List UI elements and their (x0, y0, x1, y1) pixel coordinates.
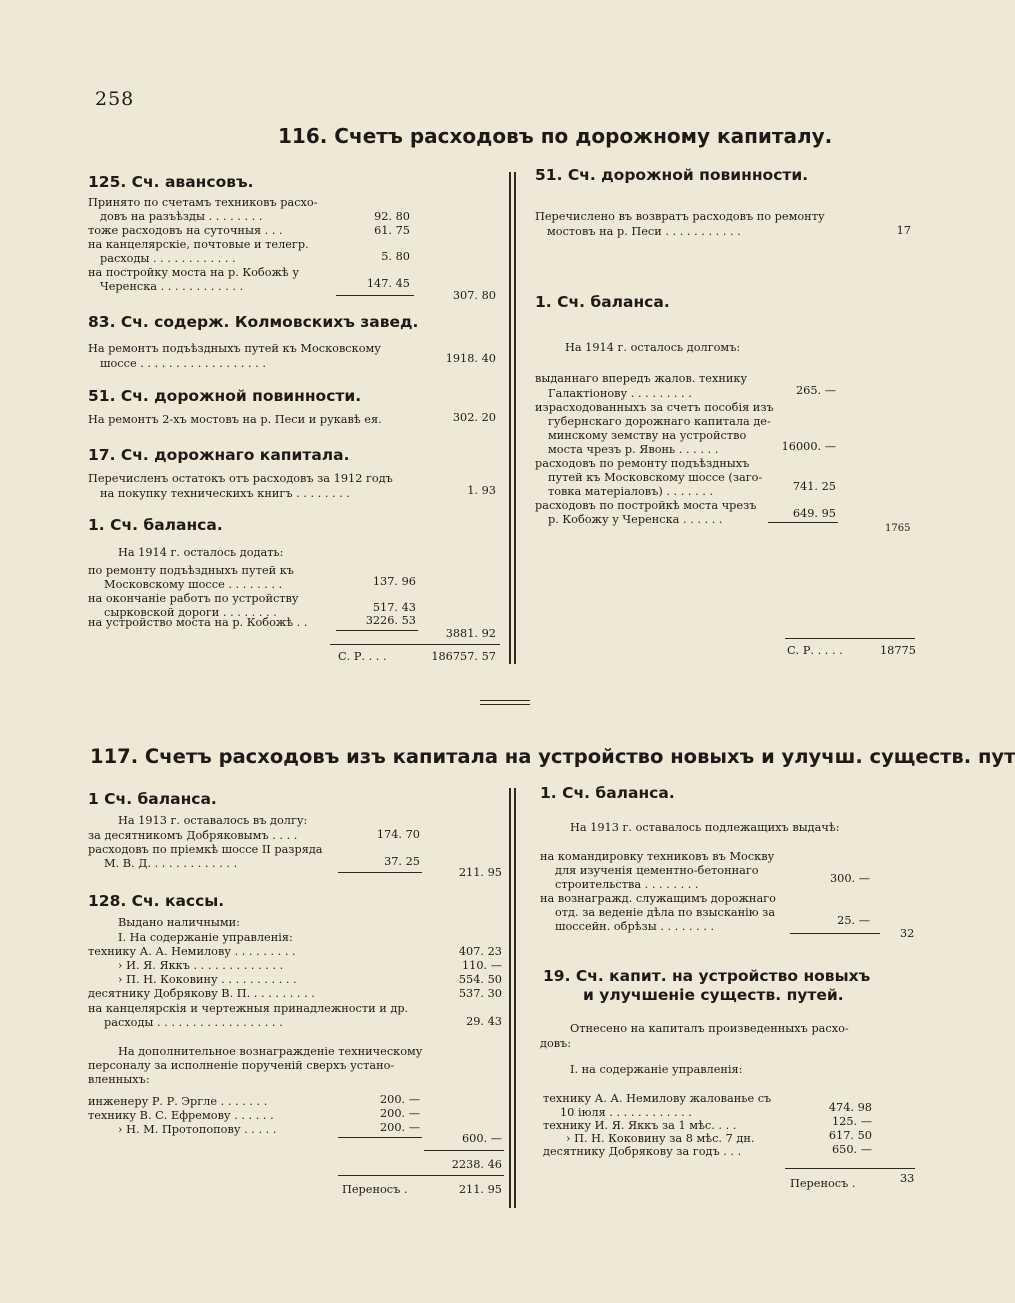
amount: 474. 98 (828, 1101, 872, 1114)
amount: 617. 50 (828, 1129, 872, 1142)
text-line: довъ: (540, 1037, 572, 1050)
text-line: расходовъ по ремонту подъѣздныхъ (535, 457, 750, 470)
text-line: На ремонтъ 2-хъ мостовъ на р. Песи и рукавѣ ея. (88, 413, 382, 426)
column-divider (514, 172, 516, 664)
amount: 741. 25 (792, 480, 836, 493)
amount: 125. — (831, 1115, 872, 1128)
carry-label: Переносъ . (790, 1177, 856, 1190)
text-line: расходы . . . . . . . . . . . . (100, 252, 236, 265)
amount: 5. 80 (381, 250, 410, 263)
text-line: I. на содержаніе управленія: (570, 1063, 743, 1076)
subtotal: 600. — (461, 1132, 502, 1145)
text-line: моста чрезъ р. Явонь . . . . . . (548, 443, 719, 456)
text-line: Черенска . . . . . . . . . . . . (100, 280, 244, 293)
rule (330, 644, 500, 645)
text-line: 10 іюля . . . . . . . . . . . . (560, 1106, 692, 1119)
amount: 61. 75 (374, 224, 410, 237)
text-line: сырковской дороги . . . . . . . . (104, 606, 277, 619)
text-line: шоссейн. обрѣзы . . . . . . . . (555, 920, 715, 933)
total-label: С. Р. . . . (338, 650, 387, 663)
section-117-title: 117. Счетъ расходовъ изъ капитала на устройство новыхъ и улучш. существ. пут (90, 745, 1015, 768)
account-1-heading: 1. Сч. баланса. (540, 784, 675, 802)
subtotal: 211. 95 (458, 866, 502, 879)
amount: 554. 50 (458, 973, 502, 986)
amount: 1918. 40 (445, 352, 496, 365)
text-line: I. На содержаніе управленія: (118, 931, 293, 944)
account-19-heading-cont: и улучшеніе существ. путей. (583, 986, 844, 1004)
text-line: Галактіонову . . . . . . . . . (548, 387, 692, 400)
text-line: на покупку техническихъ книгъ . . . . . . . . (100, 487, 350, 500)
rule (338, 1137, 422, 1138)
amount: 300. — (829, 872, 870, 885)
text-line: на канцелярскіе, почтовые и телегр. (88, 238, 309, 251)
text-line: путей къ Московскому шоссе (заго- (548, 471, 763, 484)
subtotal: 3881. 92 (445, 627, 496, 640)
rule (338, 872, 422, 873)
text-line: Московскому шоссе . . . . . . . . (104, 578, 283, 591)
text-line: отд. за веденіе дѣла по взысканію за (555, 906, 776, 919)
rule (424, 1150, 504, 1151)
account-17-heading: 17. Сч. дорожнаго капитала. (88, 446, 350, 464)
account-83-heading: 83. Сч. содерж. Колмовскихъ завед. (88, 313, 419, 331)
text-line: На 1914 г. осталось додать: (118, 546, 284, 559)
total-amount: 18775 (880, 644, 916, 657)
text-line: на окончаніе работъ по устройству (88, 592, 299, 605)
text-line: вленныхъ: (88, 1073, 150, 1086)
text-line: На дополнительное вознагражденіе техническому (118, 1045, 423, 1058)
rule (336, 630, 418, 631)
text-line: На 1913 г. оставалось въ долгу: (118, 814, 308, 827)
rule (785, 1168, 915, 1169)
text-line: расходовъ по пріемкѣ шоссе II разряда (88, 843, 323, 856)
account-1-heading: 1. Сч. баланса. (535, 293, 670, 311)
text-line: минскому земству на устройство (548, 429, 747, 442)
text-line: тоже расходовъ на суточныя . . . (88, 224, 283, 237)
amount: 17 (896, 224, 911, 237)
amount: 147. 45 (366, 277, 410, 290)
text-line: за десятникомъ Добряковымъ . . . . (88, 829, 298, 842)
amount: 92. 80 (374, 210, 410, 223)
text-line: М. В. Д. . . . . . . . . . . . . (104, 857, 238, 870)
account-1-heading: 1. Сч. баланса. (88, 516, 223, 534)
amount: 302. 20 (452, 411, 496, 424)
account-51-heading: 51. Сч. дорожной повинности. (88, 387, 362, 405)
account-19-heading: 19. Сч. капит. на устройство новыхъ (543, 967, 871, 985)
account-125-heading: 125. Сч. авансовъ. (88, 173, 254, 191)
carry-amount: 33 (900, 1172, 915, 1185)
text-line: › И. Я. Яккъ . . . . . . . . . . . . . (118, 959, 284, 972)
sum-amount: 2238. 46 (451, 1158, 502, 1171)
rule (790, 933, 880, 934)
text-line: инженеру Р. Р. Эргле . . . . . . . (88, 1095, 268, 1108)
text-line: На ремонтъ подъѣздныхъ путей къ Московскому (88, 342, 381, 355)
rule (768, 522, 838, 523)
text-line: на устройство моста на р. Кобожѣ . . (88, 616, 308, 629)
text-line: Принято по счетамъ техниковъ расхо- (88, 196, 318, 209)
amount: 16000. — (781, 440, 836, 453)
text-line: технику А. А. Немилову жалованье съ (543, 1092, 772, 1105)
amount: 174. 70 (376, 828, 420, 841)
text-line: десятнику Добрякову за годъ . . . (543, 1145, 742, 1158)
amount: 407. 23 (458, 945, 502, 958)
text-line: шоссе . . . . . . . . . . . . . . . . . . (100, 357, 266, 370)
carry-amount: 211. 95 (458, 1183, 502, 1196)
rule (336, 295, 414, 296)
section-separator (480, 700, 530, 701)
amount: 29. 43 (466, 1015, 502, 1028)
text-line: расходы . . . . . . . . . . . . . . . . . . (104, 1016, 283, 1029)
rule (338, 1175, 504, 1176)
subtotal: 32 (900, 927, 915, 940)
text-line: Отнесено на капиталъ произведенныхъ расхо- (570, 1022, 849, 1035)
text-line: › Н. М. Протопопову . . . . . (118, 1123, 277, 1136)
text-line: технику И. Я. Яккъ за 1 мѣс. . . . (543, 1119, 737, 1132)
text-line: › П. Н. Коковину . . . . . . . . . . . (118, 973, 297, 986)
subtotal: 307. 80 (452, 289, 496, 302)
page-number: 258 (95, 88, 135, 110)
amount: 537. 30 (458, 987, 502, 1000)
text-line: губернскаго дорожнаго капитала де- (548, 415, 771, 428)
column-divider (509, 172, 511, 664)
text-line: На 1914 г. осталось долгомъ: (565, 341, 741, 354)
amount: 200. — (379, 1121, 420, 1134)
amount: 200. — (379, 1107, 420, 1120)
text-line: для изученія цементно-бетоннаго (555, 864, 759, 877)
column-divider (514, 788, 516, 1208)
account-128-heading: 128. Сч. кассы. (88, 892, 225, 910)
amount: 1. 93 (467, 484, 496, 497)
text-line: персоналу за исполненіе порученій сверхъ устано- (88, 1059, 395, 1072)
text-line: на вознагражд. служащимъ дорожнаго (540, 892, 776, 905)
amount: 650. — (831, 1143, 872, 1156)
text-line: выданнаго впередъ жалов. технику (535, 372, 748, 385)
text-line: израсходованныхъ за счетъ пособія изъ (535, 401, 774, 414)
text-line: строительства . . . . . . . . (555, 878, 699, 891)
text-line: десятнику Добрякову В. П. . . . . . . . . . (88, 987, 315, 1000)
carry-label: Переносъ . (342, 1183, 408, 1196)
text-line: мостовъ на р. Песи . . . . . . . . . . . (547, 225, 741, 238)
text-line: товка матеріаловъ) . . . . . . . (548, 485, 714, 498)
text-line: › П. Н. Коковину за 8 мѣс. 7 дн. (566, 1132, 755, 1145)
subtotal: 1765 (885, 523, 911, 534)
amount: 3226. 53 (365, 614, 416, 627)
amount: 137. 96 (372, 575, 416, 588)
amount: 517. 43 (372, 601, 416, 614)
amount: 265. — (795, 384, 836, 397)
text-line: на канцелярскія и чертежныя принадлежности и др. (88, 1002, 409, 1015)
amount: 110. — (461, 959, 502, 972)
account-51-heading: 51. Сч. дорожной повинности. (535, 166, 809, 184)
text-line: На 1913 г. оставалось подлежащихъ выдачѣ: (570, 821, 840, 834)
total-amount: 186757. 57 (431, 650, 496, 663)
text-line: по ремонту подъѣздныхъ путей къ (88, 564, 294, 577)
account-1-heading: 1 Сч. баланса. (88, 790, 217, 808)
amount: 37. 25 (384, 855, 420, 868)
amount: 649. 95 (792, 507, 836, 520)
text-line: Перечисленъ остатокъ отъ расходовъ за 1912 годъ (88, 472, 393, 485)
text-line: довъ на разъѣзды . . . . . . . . (100, 210, 263, 223)
rule (785, 638, 915, 639)
section-separator (480, 704, 530, 705)
amount: 25. — (837, 914, 870, 927)
column-divider (509, 788, 511, 1208)
amount: 200. — (379, 1093, 420, 1106)
text-line: Перечислено въ возвратъ расходовъ по ремонту (535, 210, 825, 223)
total-label: С. Р. . . . . (787, 644, 843, 657)
text-line: расходовъ по постройкѣ моста чрезъ (535, 499, 757, 512)
text-line: технику В. С. Ефремову . . . . . . (88, 1109, 274, 1122)
text-line: Выдано наличными: (118, 916, 240, 929)
text-line: на постройку моста на р. Кобожѣ у (88, 266, 299, 279)
text-line: на командировку техниковъ въ Москву (540, 850, 775, 863)
text-line: р. Кобожу у Черенска . . . . . . (548, 513, 723, 526)
section-116-title: 116. Счетъ расходовъ по дорожному капиталу. (278, 124, 833, 148)
text-line: технику А. А. Немилову . . . . . . . . . (88, 945, 296, 958)
